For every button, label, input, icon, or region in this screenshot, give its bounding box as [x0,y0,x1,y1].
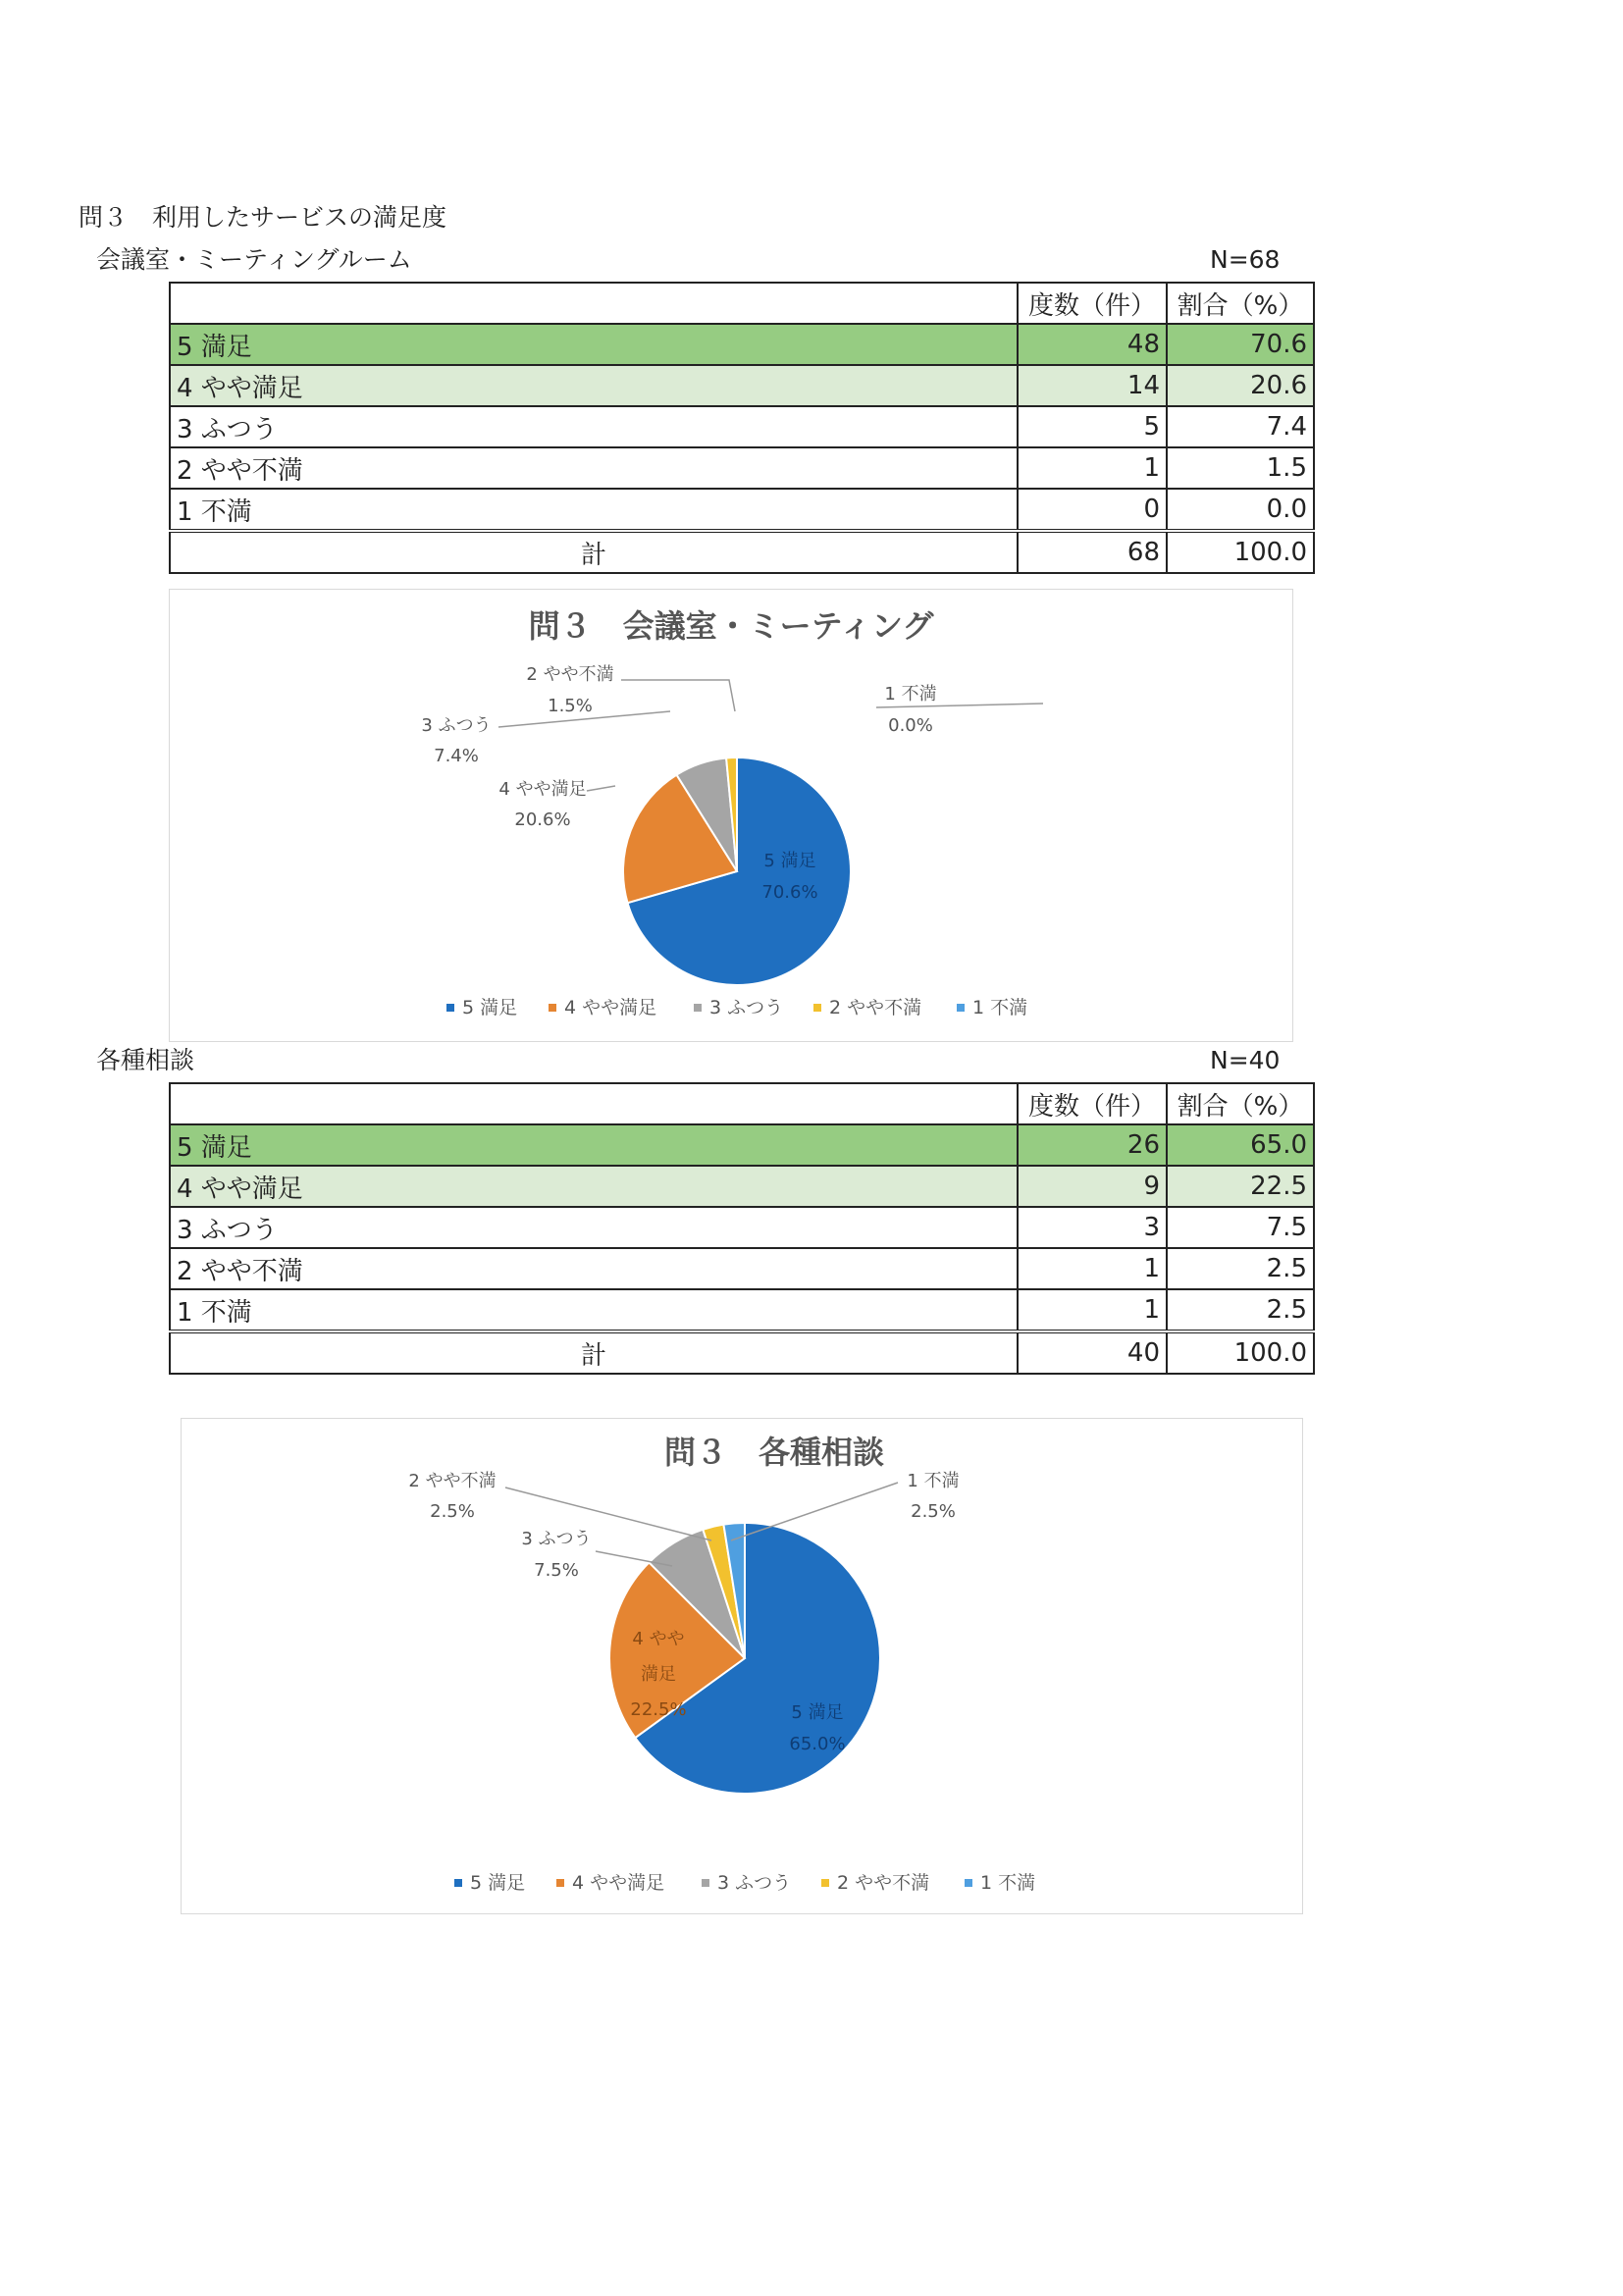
row-count: 26 [1018,1124,1167,1166]
table-row [170,365,1314,406]
legend-swatch-1 [957,1004,965,1012]
row-percent: 1.5 [1167,447,1314,489]
label-val-5: 70.6% [761,882,818,903]
table-row [170,1166,1314,1207]
header-label-cell [170,1083,1018,1124]
legend-swatch-5 [454,1879,462,1887]
legend-swatch-5 [446,1004,454,1012]
label-val-4: 22.5% [630,1699,687,1720]
table-header-row [170,283,1314,324]
row-label: 4 やや満足 [170,365,1018,406]
label-val-3: 7.4% [434,746,479,766]
legend-swatch-3 [702,1879,709,1887]
label-val-1: 2.5% [911,1501,956,1522]
row-count: 48 [1018,324,1167,365]
n-label-meeting-room: N=68 [1210,245,1281,274]
total-label: 計 [170,1331,1018,1374]
legend-swatch-3 [694,1004,702,1012]
label-cat-4b: 満足 [641,1664,676,1685]
legend-label: 4 やや満足 [564,997,657,1018]
legend-label: 1 不満 [980,1872,1036,1894]
pie-chart-svg [182,1419,1302,1913]
section-title-consultation: 各種相談 [96,1046,195,1074]
legend-label: 2 やや不満 [837,1872,930,1894]
label-cat-1: 1 不満 [884,684,937,704]
legend-label: 5 満足 [462,997,518,1018]
header-count-cell: 度数（件） [1018,283,1167,324]
row-count: 9 [1018,1166,1167,1207]
row-percent: 0.0 [1167,489,1314,531]
row-label: 1 不満 [170,489,1018,531]
label-val-2: 2.5% [430,1501,475,1522]
pie-chart-svg [170,590,1292,1041]
row-label: 4 やや満足 [170,1166,1018,1207]
label-val-2: 1.5% [548,696,593,716]
table-total-row [170,1331,1314,1374]
table-row [170,1124,1314,1166]
total-label: 計 [170,531,1018,573]
row-count: 1 [1018,1248,1167,1289]
legend-swatch-1 [965,1879,972,1887]
table-row [170,1289,1314,1331]
pie-chart-consultation [181,1418,1303,1914]
table-total-row [170,531,1314,573]
total-count: 68 [1018,531,1167,573]
frequency-table-meeting-room [169,282,1315,574]
header-percent-cell: 割合（%） [1167,283,1314,324]
header-label-cell [170,283,1018,324]
section-title-meeting-room: 会議室・ミーティングルーム [96,245,412,274]
row-label: 2 やや不満 [170,447,1018,489]
table-row [170,489,1314,531]
row-percent: 20.6 [1167,365,1314,406]
question-title: 問３ 利用したサービスの満足度 [79,203,447,232]
row-percent: 7.4 [1167,406,1314,447]
label-cat-3: 3 ふつう [421,715,492,736]
row-count: 0 [1018,489,1167,531]
header-count-cell: 度数（件） [1018,1083,1167,1124]
label-val-1: 0.0% [888,715,933,736]
row-label: 1 不満 [170,1289,1018,1331]
n-label-consultation: N=40 [1210,1046,1281,1074]
table-row [170,1207,1314,1248]
row-percent: 22.5 [1167,1166,1314,1207]
total-count: 40 [1018,1331,1167,1374]
row-label: 3 ふつう [170,406,1018,447]
label-val-4: 20.6% [514,809,571,830]
label-cat-4: 4 やや満足 [498,779,587,800]
table-row [170,406,1314,447]
legend-label: 3 ふつう [709,997,784,1018]
table-header-row [170,1083,1314,1124]
row-percent: 2.5 [1167,1248,1314,1289]
label-cat-5: 5 満足 [791,1702,844,1723]
label-cat-5: 5 満足 [763,851,816,871]
legend-label: 2 やや不満 [829,997,922,1018]
label-cat-1: 1 不満 [907,1471,960,1491]
row-count: 3 [1018,1207,1167,1248]
row-count: 14 [1018,365,1167,406]
row-count: 5 [1018,406,1167,447]
row-label: 5 満足 [170,324,1018,365]
pie-chart-meeting-room [169,589,1293,1042]
chart-legend [454,1872,1035,1894]
total-percent: 100.0 [1167,531,1314,573]
chart-title: 問３ 各種相談 [663,1434,885,1471]
chart-legend [446,997,1027,1018]
row-percent: 2.5 [1167,1289,1314,1331]
chart-title: 問３ 会議室・ミーティング [528,607,934,645]
row-label: 2 やや不満 [170,1248,1018,1289]
legend-swatch-2 [813,1004,821,1012]
legend-label: 4 やや満足 [572,1872,665,1894]
legend-label: 1 不満 [972,997,1028,1018]
row-count: 1 [1018,447,1167,489]
row-percent: 65.0 [1167,1124,1314,1166]
legend-swatch-4 [556,1879,564,1887]
frequency-table-consultation [169,1082,1315,1375]
table-row [170,1248,1314,1289]
leader-line-1 [731,1483,898,1540]
row-label: 3 ふつう [170,1207,1018,1248]
label-cat-2: 2 やや不満 [526,664,614,685]
row-label: 5 満足 [170,1124,1018,1166]
total-percent: 100.0 [1167,1331,1314,1374]
table-row [170,324,1314,365]
legend-swatch-2 [821,1879,829,1887]
row-percent: 7.5 [1167,1207,1314,1248]
legend-swatch-4 [549,1004,556,1012]
label-val-5: 65.0% [789,1734,846,1754]
legend-label: 5 満足 [470,1872,526,1894]
table-row [170,447,1314,489]
leader-line-2 [621,680,735,711]
header-percent-cell: 割合（%） [1167,1083,1314,1124]
label-cat-3: 3 ふつう [521,1529,592,1549]
row-percent: 70.6 [1167,324,1314,365]
label-cat-4a: 4 やや [632,1629,685,1649]
row-count: 1 [1018,1289,1167,1331]
label-val-3: 7.5% [534,1560,579,1581]
legend-label: 3 ふつう [717,1872,792,1894]
leader-line-4 [587,786,615,791]
label-cat-2: 2 やや不満 [408,1471,497,1491]
